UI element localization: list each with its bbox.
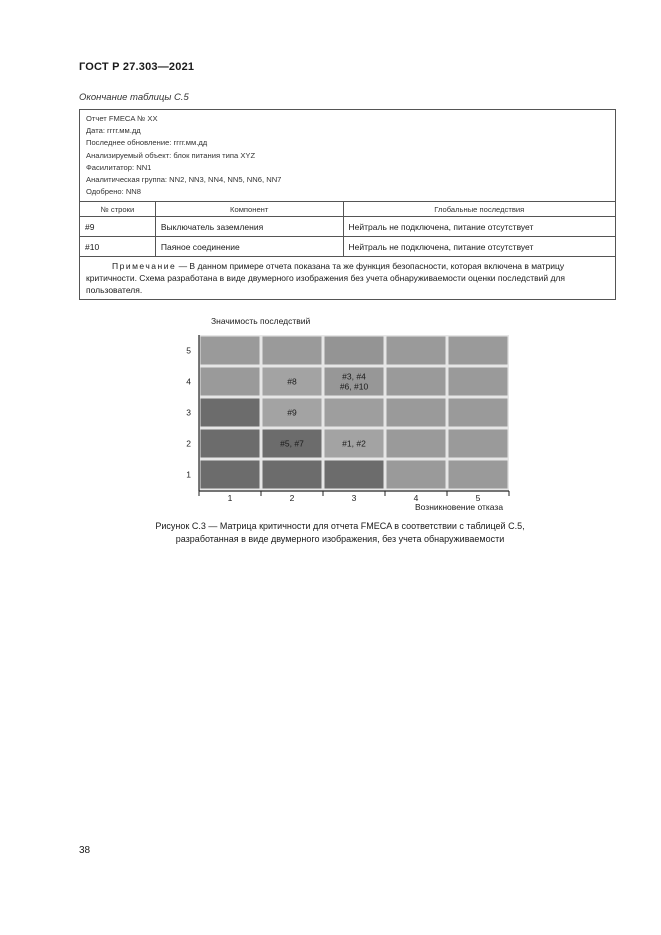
table-row — [80, 237, 616, 257]
figure-caption — [100, 520, 580, 546]
matrix-cell — [201, 399, 260, 427]
y-tick-label: 4 — [186, 376, 191, 387]
row-component: Паяное соединение — [155, 237, 343, 257]
y-tick-label: 5 — [186, 345, 191, 356]
col-header-component: Компонент — [155, 202, 343, 217]
fmeca-report-table — [79, 109, 616, 300]
note-label: Примечание — [112, 261, 177, 272]
matrix-cell — [263, 461, 322, 489]
matrix-cell — [387, 430, 446, 458]
cell-label: #8 — [287, 376, 297, 387]
page-number: 38 — [79, 845, 91, 856]
matrix-cell — [201, 461, 260, 489]
matrix-cell — [387, 399, 446, 427]
criticality-matrix — [180, 333, 520, 501]
matrix-cell — [325, 461, 384, 489]
figure-caption-line-1: Рисунок С.3 — Матрица критичности для отчета FMECA в соответствии с таблицей С.5, — [155, 521, 525, 531]
x-tick-label: 1 — [227, 493, 233, 501]
meta-approved: Одобрено: NN8 — [86, 187, 142, 197]
row-component: Выключатель заземления — [155, 217, 343, 237]
cell-label: #1, #2 — [342, 438, 366, 449]
matrix-cell — [387, 461, 446, 489]
matrix-cell — [387, 368, 446, 396]
meta-date: Дата: гггг.мм.дд — [86, 126, 141, 136]
matrix-cell — [201, 430, 260, 458]
row-number: #9 — [80, 217, 156, 237]
chart-y-axis-label: Значимость последствий — [211, 316, 311, 326]
matrix-cell — [449, 430, 508, 458]
x-tick-label: 5 — [475, 493, 481, 501]
chart-x-axis-label: Возникновение отказа — [415, 502, 504, 512]
row-effect: Нейтраль не подключена, питание отсутствует — [343, 237, 615, 257]
table-header-row — [80, 202, 616, 217]
cell-label: #9 — [287, 407, 297, 418]
y-tick-label: 2 — [186, 438, 191, 449]
y-tick-label: 1 — [186, 469, 191, 480]
matrix-cell — [449, 399, 508, 427]
matrix-cell — [263, 337, 322, 365]
row-effect: Нейтраль не подключена, питание отсутствует — [343, 217, 615, 237]
matrix-cell — [449, 368, 508, 396]
table-row — [80, 217, 616, 237]
table-note — [80, 257, 616, 300]
matrix-cell — [387, 337, 446, 365]
col-header-global-effects: Глобальные последствия — [343, 202, 615, 217]
x-tick-label: 4 — [413, 493, 419, 501]
document-header: ГОСТ Р 27.303—2021 — [79, 61, 195, 73]
meta-analysis-team: Аналитическая группа: NN2, NN3, NN4, NN5, NN6, NN7 — [86, 175, 282, 185]
x-tick-label: 3 — [351, 493, 357, 501]
y-tick-label: 3 — [186, 407, 191, 418]
matrix-cell — [201, 337, 260, 365]
report-meta — [80, 110, 616, 202]
meta-last-update: Последнее обновление: гггг.мм.дд — [86, 138, 208, 148]
table-caption: Окончание таблицы С.5 — [79, 92, 189, 103]
cell-label: #5, #7 — [280, 438, 304, 449]
matrix-cell — [325, 399, 384, 427]
meta-facilitator: Фасилитатор: NN1 — [86, 162, 152, 172]
x-tick-label: 2 — [289, 493, 295, 501]
matrix-cell — [449, 337, 508, 365]
cell-label: #3, #4 #6, #10 — [339, 371, 369, 392]
matrix-cell — [449, 461, 508, 489]
matrix-cell — [201, 368, 260, 396]
meta-report-number: Отчет FMECA № XX — [86, 114, 158, 123]
matrix-cell — [325, 337, 384, 365]
row-number: #10 — [80, 237, 156, 257]
meta-analyzed-object: Анализируемый объект: блок питания типа XYZ — [86, 150, 256, 160]
note-text: — В данном примере отчета показана та же функция безопасности, которая включена в матрицу критичности. Схема разработана в виде двумерного изображения без учета обнаруживаемости оценки последствий для пользователя. — [86, 261, 565, 296]
figure-caption-line-2: разработанная в виде двумерного изображения, без учета обнаруживаемости — [175, 534, 505, 544]
col-header-row-number: № строки — [80, 202, 156, 217]
